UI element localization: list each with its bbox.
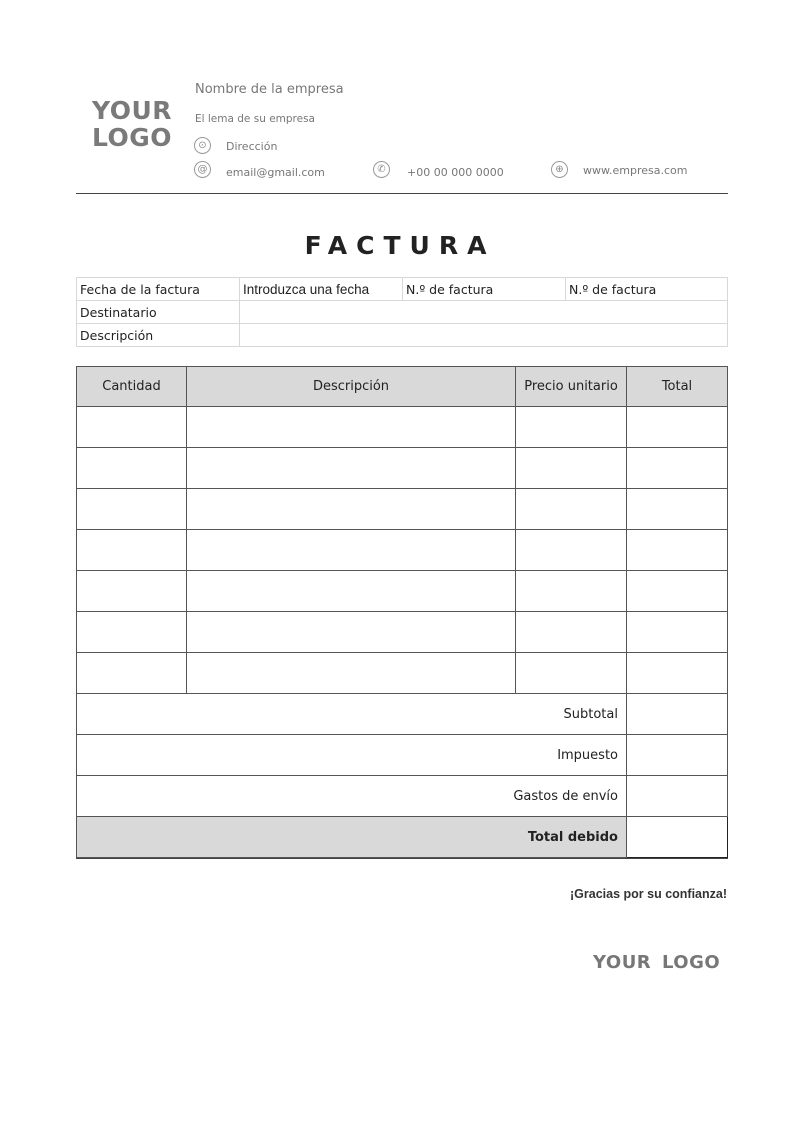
table-row (77, 530, 728, 571)
shipping-row (77, 776, 728, 817)
item-cell-quantity[interactable] (77, 489, 187, 530)
table-row (77, 489, 728, 530)
thanks-message: ¡Gracias por su confianza! (570, 887, 727, 901)
table-row (77, 407, 728, 448)
subtotal-label: Subtotal (77, 694, 627, 735)
item-cell-quantity[interactable] (77, 448, 187, 489)
item-cell-description[interactable] (187, 653, 516, 694)
item-cell-total[interactable] (627, 530, 728, 571)
item-cell-description[interactable] (187, 612, 516, 653)
invoice-number-field[interactable]: N.º de factura (566, 278, 728, 301)
item-cell-total[interactable] (627, 407, 728, 448)
invoice-number-label: N.º de factura (403, 278, 566, 301)
item-cell-total[interactable] (627, 448, 728, 489)
footer-divider (76, 858, 728, 859)
item-cell-description[interactable] (187, 571, 516, 612)
item-cell-description[interactable] (187, 407, 516, 448)
recipient-field[interactable] (240, 301, 728, 324)
table-row (77, 653, 728, 694)
header-divider (76, 193, 728, 194)
item-cell-unit-price[interactable] (516, 448, 627, 489)
invoice-meta-table (76, 277, 728, 347)
item-cell-unit-price[interactable] (516, 407, 627, 448)
item-cell-description[interactable] (187, 448, 516, 489)
item-cell-unit-price[interactable] (516, 653, 627, 694)
location-icon: ⊙ (194, 137, 211, 154)
subtotal-value[interactable] (627, 694, 728, 735)
email-text: email@gmail.com (226, 166, 325, 179)
item-cell-unit-price[interactable] (516, 530, 627, 571)
phone-text: +00 00 000 0000 (407, 166, 504, 179)
date-field[interactable]: Introduzca una fecha (240, 278, 403, 301)
date-label: Fecha de la factura (77, 278, 240, 301)
item-cell-quantity[interactable] (77, 407, 187, 448)
item-cell-total[interactable] (627, 571, 728, 612)
column-header-quantity: Cantidad (77, 367, 187, 407)
total-due-row (77, 817, 728, 858)
company-name: Nombre de la empresa (195, 82, 344, 97)
column-header-total: Total (627, 367, 728, 407)
subtotal-row (77, 694, 728, 735)
table-row (77, 571, 728, 612)
item-cell-quantity[interactable] (77, 653, 187, 694)
item-cell-quantity[interactable] (77, 612, 187, 653)
description-field[interactable] (240, 324, 728, 347)
shipping-value[interactable] (627, 776, 728, 817)
items-table (76, 366, 728, 858)
description-label: Descripción (77, 324, 240, 347)
total-due-label: Total debido (77, 817, 627, 858)
item-cell-unit-price[interactable] (516, 612, 627, 653)
email-icon: @ (194, 161, 211, 178)
item-cell-total[interactable] (627, 612, 728, 653)
phone-icon: ✆ (373, 161, 390, 178)
table-row (77, 612, 728, 653)
item-cell-unit-price[interactable] (516, 489, 627, 530)
company-logo (92, 97, 172, 151)
footer-logo: YOUR LOGO (593, 952, 721, 973)
tax-label: Impuesto (77, 735, 627, 776)
item-cell-description[interactable] (187, 530, 516, 571)
logo-line-1: YOUR (92, 96, 173, 125)
total-due-value[interactable] (627, 817, 728, 858)
address-text: Dirección (226, 140, 278, 153)
invoice-title: FACTURA (304, 231, 496, 260)
items-header-row (77, 367, 728, 407)
tax-row (77, 735, 728, 776)
website-text: www.empresa.com (583, 164, 688, 177)
globe-icon: ⊕ (551, 161, 568, 178)
logo-line-2: LOGO (92, 123, 173, 152)
item-cell-total[interactable] (627, 489, 728, 530)
item-cell-quantity[interactable] (77, 571, 187, 612)
recipient-label: Destinatario (77, 301, 240, 324)
column-header-unit-price: Precio unitario (516, 367, 627, 407)
item-cell-unit-price[interactable] (516, 571, 627, 612)
item-cell-total[interactable] (627, 653, 728, 694)
column-header-description: Descripción (187, 367, 516, 407)
shipping-label: Gastos de envío (77, 776, 627, 817)
company-slogan: El lema de su empresa (195, 113, 315, 125)
tax-value[interactable] (627, 735, 728, 776)
item-cell-description[interactable] (187, 489, 516, 530)
table-row (77, 448, 728, 489)
item-cell-quantity[interactable] (77, 530, 187, 571)
